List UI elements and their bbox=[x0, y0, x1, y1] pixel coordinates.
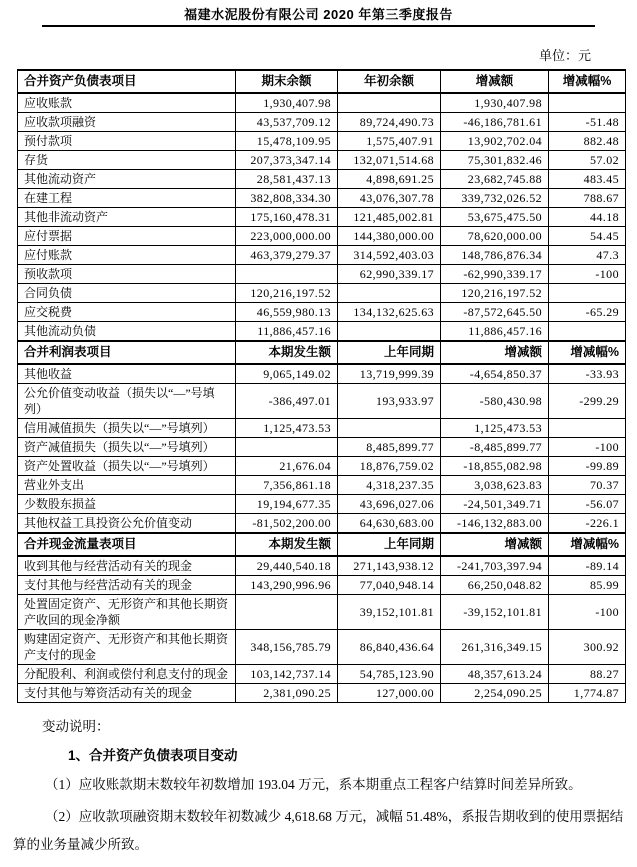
column-header: 增减幅% bbox=[549, 533, 626, 556]
row-label: 信用减值损失（损失以“—”号填列） bbox=[18, 419, 236, 438]
cell-value: 75,301,832.46 bbox=[441, 151, 549, 170]
cell-value: 54.45 bbox=[549, 227, 626, 246]
cell-value bbox=[549, 322, 626, 342]
row-label: 其他流动负债 bbox=[18, 322, 236, 342]
table-row bbox=[18, 113, 626, 132]
table-row bbox=[18, 630, 626, 665]
column-header: 期末余额 bbox=[236, 70, 338, 93]
row-label: 少数股东损益 bbox=[18, 495, 236, 514]
table-row bbox=[18, 364, 626, 384]
column-header: 上年同期 bbox=[338, 341, 441, 364]
cell-value: 1,575,407.91 bbox=[338, 132, 441, 151]
cell-value: -299.29 bbox=[549, 384, 626, 419]
cell-value: 463,379,279.37 bbox=[236, 246, 338, 265]
table-row bbox=[18, 419, 626, 438]
cell-value bbox=[236, 595, 338, 630]
cell-value: 11,886,457.16 bbox=[236, 322, 338, 342]
cell-value: 11,886,457.16 bbox=[441, 322, 549, 342]
cell-value: 29,440,540.18 bbox=[236, 556, 338, 576]
cell-value: -4,654,850.37 bbox=[441, 364, 549, 384]
cell-value: 19,194,677.35 bbox=[236, 495, 338, 514]
cell-value: 144,380,000.00 bbox=[338, 227, 441, 246]
cell-value: 120,216,197.52 bbox=[441, 284, 549, 303]
cell-value: 223,000,000.00 bbox=[236, 227, 338, 246]
cell-value: 28,581,437.13 bbox=[236, 170, 338, 189]
cell-value: 18,876,759.02 bbox=[338, 457, 441, 476]
section-title: 合并现金流量表项目 bbox=[18, 533, 236, 556]
cell-value: 21,676.04 bbox=[236, 457, 338, 476]
cell-value: -46,186,781.61 bbox=[441, 113, 549, 132]
row-label: 购建固定资产、无形资产和其他长期资产支付的现金 bbox=[18, 630, 236, 665]
cell-value: 148,786,876.34 bbox=[441, 246, 549, 265]
row-label: 应收款项融资 bbox=[18, 113, 236, 132]
table-row bbox=[18, 208, 626, 227]
row-label: 支付其他与筹资活动有关的现金 bbox=[18, 684, 236, 703]
cell-value: 62,990,339.17 bbox=[338, 265, 441, 284]
table-row bbox=[18, 246, 626, 265]
table-row bbox=[18, 684, 626, 703]
cell-value: -87,572,645.50 bbox=[441, 303, 549, 322]
cell-value bbox=[338, 322, 441, 342]
cell-value: 132,071,514.68 bbox=[338, 151, 441, 170]
row-label: 其他权益工具投资公允价值变动 bbox=[18, 514, 236, 534]
table-row bbox=[18, 151, 626, 170]
cell-value: -62,990,339.17 bbox=[441, 265, 549, 284]
cell-value: 54,785,123.90 bbox=[338, 665, 441, 684]
cell-value: 43,696,027.06 bbox=[338, 495, 441, 514]
table-row bbox=[18, 265, 626, 284]
row-label: 应交税费 bbox=[18, 303, 236, 322]
cell-value: 48,357,613.24 bbox=[441, 665, 549, 684]
cell-value: -8,485,899.77 bbox=[441, 438, 549, 457]
cell-value: 46,559,980.13 bbox=[236, 303, 338, 322]
cell-value: 8,485,899.77 bbox=[338, 438, 441, 457]
notes-subheading: 1、合并资产负债表项目变动 bbox=[68, 748, 238, 763]
cell-value: 4,318,237.35 bbox=[338, 476, 441, 495]
cell-value: 78,620,000.00 bbox=[441, 227, 549, 246]
cell-value: 882.48 bbox=[549, 132, 626, 151]
cell-value: 1,930,407.98 bbox=[441, 93, 549, 113]
cell-value: 86,840,436.64 bbox=[338, 630, 441, 665]
row-label: 营业外支出 bbox=[18, 476, 236, 495]
cell-value: 788.67 bbox=[549, 189, 626, 208]
unit-label: 单位：元 bbox=[538, 48, 591, 63]
cell-value: 70.37 bbox=[549, 476, 626, 495]
cell-value: 43,076,307.78 bbox=[338, 189, 441, 208]
table-row bbox=[18, 189, 626, 208]
cell-value: 9,065,149.02 bbox=[236, 364, 338, 384]
cell-value: -100 bbox=[549, 265, 626, 284]
section-header-row bbox=[18, 341, 626, 364]
cell-value: -580,430.98 bbox=[441, 384, 549, 419]
financial-report-table bbox=[17, 69, 626, 703]
cell-value: -89.14 bbox=[549, 556, 626, 576]
cell-value: 23,682,745.88 bbox=[441, 170, 549, 189]
report-table-body bbox=[18, 70, 626, 703]
cell-value bbox=[338, 93, 441, 113]
row-label: 其他非流动资产 bbox=[18, 208, 236, 227]
cell-value: -386,497.01 bbox=[236, 384, 338, 419]
cell-value bbox=[549, 419, 626, 438]
row-label: 应付账款 bbox=[18, 246, 236, 265]
cell-value: 314,592,403.03 bbox=[338, 246, 441, 265]
cell-value: 483.45 bbox=[549, 170, 626, 189]
column-header: 增减额 bbox=[441, 70, 549, 93]
cell-value: -18,855,082.98 bbox=[441, 457, 549, 476]
cell-value: 13,719,999.39 bbox=[338, 364, 441, 384]
table-row bbox=[18, 457, 626, 476]
cell-value: 3,038,623.83 bbox=[441, 476, 549, 495]
row-label: 处置固定资产、无形资产和其他长期资产收回的现金净额 bbox=[18, 595, 236, 630]
cell-value bbox=[236, 265, 338, 284]
row-label: 预收款项 bbox=[18, 265, 236, 284]
cell-value: 207,373,347.14 bbox=[236, 151, 338, 170]
row-label: 应收账款 bbox=[18, 93, 236, 113]
cell-value: 66,250,048.82 bbox=[441, 576, 549, 595]
column-header: 上年同期 bbox=[338, 533, 441, 556]
row-label: 收到其他与经营活动有关的现金 bbox=[18, 556, 236, 576]
table-row bbox=[18, 576, 626, 595]
row-label: 其他收益 bbox=[18, 364, 236, 384]
cell-value: 85.99 bbox=[549, 576, 626, 595]
cell-value: -56.07 bbox=[549, 495, 626, 514]
table-row bbox=[18, 93, 626, 113]
cell-value: 2,381,090.25 bbox=[236, 684, 338, 703]
cell-value: -81,502,200.00 bbox=[236, 514, 338, 534]
column-header: 年初余额 bbox=[338, 70, 441, 93]
cell-value: 57.02 bbox=[549, 151, 626, 170]
table-row bbox=[18, 495, 626, 514]
cell-value: -241,703,397.94 bbox=[441, 556, 549, 576]
column-header: 本期发生额 bbox=[236, 533, 338, 556]
cell-value: 44.18 bbox=[549, 208, 626, 227]
cell-value: 43,537,709.12 bbox=[236, 113, 338, 132]
cell-value: 339,732,026.52 bbox=[441, 189, 549, 208]
page-title: 福建水泥股份有限公司 2020 年第三季度报告 bbox=[184, 7, 453, 22]
notes-heading: 变动说明： bbox=[42, 719, 110, 734]
table-row bbox=[18, 284, 626, 303]
cell-value: 120,216,197.52 bbox=[236, 284, 338, 303]
section-header-row bbox=[18, 533, 626, 556]
row-label: 存货 bbox=[18, 151, 236, 170]
table-row bbox=[18, 556, 626, 576]
cell-value: -39,152,101.81 bbox=[441, 595, 549, 630]
row-label: 应付票据 bbox=[18, 227, 236, 246]
cell-value: 193,933.97 bbox=[338, 384, 441, 419]
row-label: 在建工程 bbox=[18, 189, 236, 208]
column-header: 增减额 bbox=[441, 341, 549, 364]
cell-value: 261,316,349.15 bbox=[441, 630, 549, 665]
cell-value: -226.1 bbox=[549, 514, 626, 534]
table-row bbox=[18, 514, 626, 534]
cell-value: 2,254,090.25 bbox=[441, 684, 549, 703]
cell-value: 77,040,948.14 bbox=[338, 576, 441, 595]
cell-value: 1,774.87 bbox=[549, 684, 626, 703]
row-label: 资产减值损失（损失以“—”号填列） bbox=[18, 438, 236, 457]
table-row bbox=[18, 476, 626, 495]
table-row bbox=[18, 132, 626, 151]
cell-value bbox=[338, 419, 441, 438]
cell-value: 382,808,334.30 bbox=[236, 189, 338, 208]
table-row bbox=[18, 595, 626, 630]
cell-value: 39,152,101.81 bbox=[338, 595, 441, 630]
cell-value: 13,902,702.04 bbox=[441, 132, 549, 151]
cell-value: 134,132,625.63 bbox=[338, 303, 441, 322]
cell-value: 64,630,683.00 bbox=[338, 514, 441, 534]
row-label: 分配股利、利润或偿付利息支付的现金 bbox=[18, 665, 236, 684]
column-header: 增减幅% bbox=[549, 341, 626, 364]
section-header-row bbox=[18, 70, 626, 93]
cell-value: -51.48 bbox=[549, 113, 626, 132]
cell-value: 47.3 bbox=[549, 246, 626, 265]
title-divider bbox=[42, 25, 595, 27]
cell-value: -100 bbox=[549, 595, 626, 630]
cell-value: 175,160,478.31 bbox=[236, 208, 338, 227]
cell-value: 143,290,996.96 bbox=[236, 576, 338, 595]
cell-value: 103,142,737.14 bbox=[236, 665, 338, 684]
cell-value: 1,930,407.98 bbox=[236, 93, 338, 113]
cell-value: 271,143,938.12 bbox=[338, 556, 441, 576]
note-paragraph: （2）应收款项融资期末数较年初数减少 4,618.68 万元，减幅 51.48%，系报告期收到的使用票据结算的业务量减少所致。 bbox=[13, 809, 624, 852]
cell-value: 127,000.00 bbox=[338, 684, 441, 703]
table-row bbox=[18, 438, 626, 457]
section-title: 合并利润表项目 bbox=[18, 341, 236, 364]
cell-value: -65.29 bbox=[549, 303, 626, 322]
cell-value: 1,125,473.53 bbox=[236, 419, 338, 438]
table-row bbox=[18, 384, 626, 419]
cell-value: 53,675,475.50 bbox=[441, 208, 549, 227]
table-row bbox=[18, 303, 626, 322]
section-title: 合并资产负债表项目 bbox=[18, 70, 236, 93]
cell-value: 300.92 bbox=[549, 630, 626, 665]
row-label: 预付款项 bbox=[18, 132, 236, 151]
cell-value: 7,356,861.18 bbox=[236, 476, 338, 495]
notes-section bbox=[13, 716, 624, 859]
cell-value bbox=[549, 284, 626, 303]
column-header: 增减额 bbox=[441, 533, 549, 556]
cell-value: -24,501,349.71 bbox=[441, 495, 549, 514]
row-label: 公允价值变动收益（损失以“—”号填列） bbox=[18, 384, 236, 419]
cell-value: -146,132,883.00 bbox=[441, 514, 549, 534]
table-row bbox=[18, 227, 626, 246]
table-row bbox=[18, 170, 626, 189]
cell-value: -33.93 bbox=[549, 364, 626, 384]
cell-value: 1,125,473.53 bbox=[441, 419, 549, 438]
row-label: 合同负债 bbox=[18, 284, 236, 303]
row-label: 资产处置收益（损失以“—”号填列） bbox=[18, 457, 236, 476]
table-row bbox=[18, 322, 626, 342]
note-paragraph: （1）应收账款期末数较年初数增加 193.04 万元，系本期重点工程客户结算时间差异所致。 bbox=[45, 777, 582, 792]
cell-value: 348,156,785.79 bbox=[236, 630, 338, 665]
cell-value bbox=[338, 284, 441, 303]
cell-value: -100 bbox=[549, 438, 626, 457]
cell-value: 89,724,490.73 bbox=[338, 113, 441, 132]
column-header: 本期发生额 bbox=[236, 341, 338, 364]
cell-value: 88.27 bbox=[549, 665, 626, 684]
cell-value: -99.89 bbox=[549, 457, 626, 476]
cell-value bbox=[236, 438, 338, 457]
cell-value: 121,485,002.81 bbox=[338, 208, 441, 227]
column-header: 增减幅% bbox=[549, 70, 626, 93]
cell-value: 15,478,109.95 bbox=[236, 132, 338, 151]
cell-value: 4,898,691.25 bbox=[338, 170, 441, 189]
row-label: 支付其他与经营活动有关的现金 bbox=[18, 576, 236, 595]
table-row bbox=[18, 665, 626, 684]
row-label: 其他流动资产 bbox=[18, 170, 236, 189]
cell-value bbox=[549, 93, 626, 113]
